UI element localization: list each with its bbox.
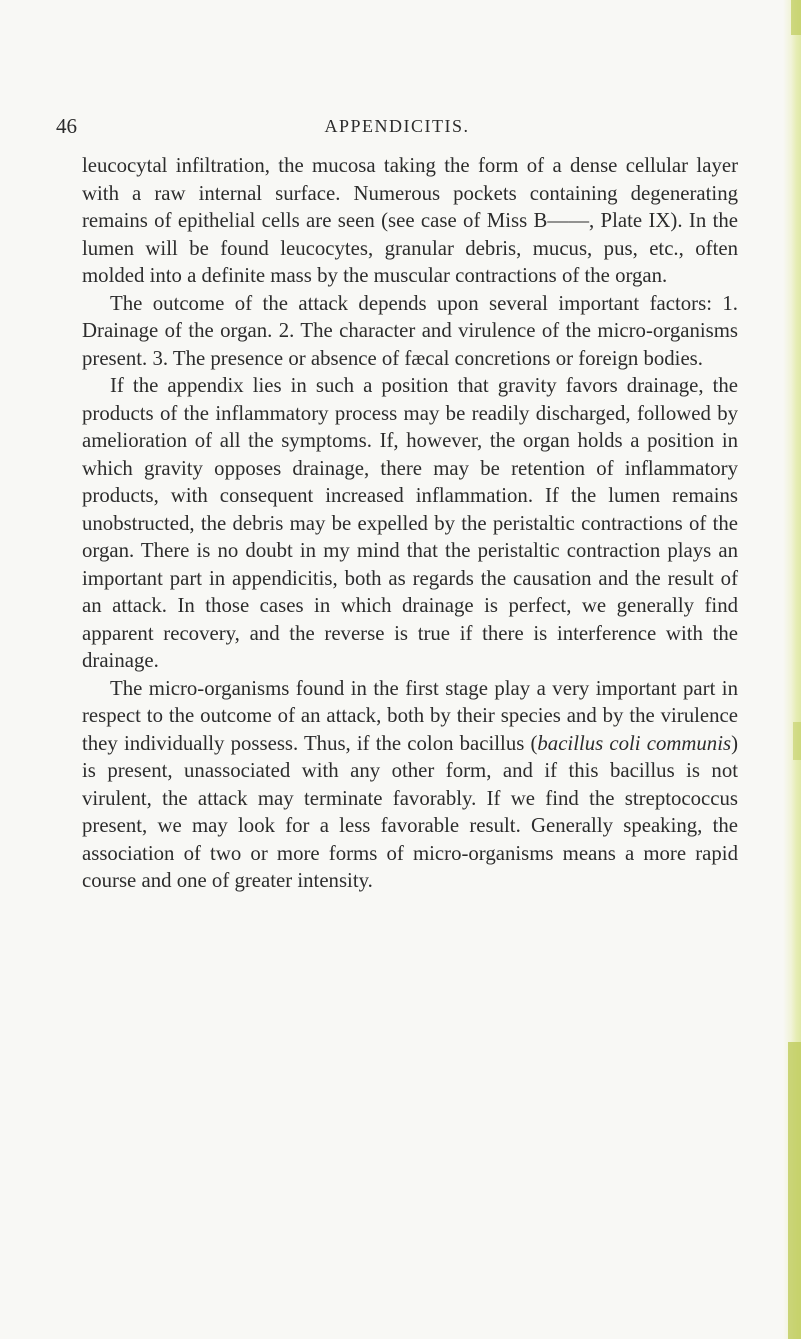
paragraph-1: leucocytal infiltration, the mucosa taking the form of a dense cellular layer with a raw internal surface. Numerous pockets containing degenerating remains of epithelial cells are seen (see case of Miss B——, Plate IX). In the lumen will be found leucocytes, granular debris, mucus, pus, etc., often molded into a definite mass by the muscular contractions of the organ. (82, 154, 738, 287)
paragraph-3: If the appendix lies in such a position that gravity favors drainage, the products of the inflammatory process may be readily discharged, followed by amelioration of all the symptoms. If, however, the organ holds a position in which gravity opposes drainage, there may be retention of inflammatory products, with consequent increased inflammation. If the lumen remains unobstructed, the debris may be expelled by the peristaltic contractions of the organ. There is no doubt in my mind that the peristaltic contraction plays an important part in appendicitis, both as regards the causation and the result of an attack. In those cases in which drainage is perfect, we generally find apparent recovery, and the reverse is true if there is interference with the drainage. (82, 374, 738, 672)
paragraph-4-text-after: ) is present, unassociated with any other form, and if this bacillus is not virulent, the attack may terminate favorably. If we find the streptococcus present, we may look for a less favorable result. Generally speaking, the association of two or more forms of micro-organisms means a more rapid course and one of greater intensity. (82, 731, 739, 892)
page-header (56, 114, 738, 138)
page-edge-mark (793, 722, 801, 760)
page-number: 46 (56, 114, 77, 138)
running-title: APPENDICITIS. (324, 116, 470, 136)
paragraph-4-text-before: The micro-organisms found in the first stage play a very important part in respect to the outcome of an attack, both by their species and by the virulence they individually possess. Thus, if the colon bacillus ( (82, 676, 738, 755)
body-text (82, 152, 738, 895)
page-edge-mark (788, 1042, 801, 1339)
page-edge-mark (791, 0, 801, 35)
species-name-italic: bacillus coli communis (537, 731, 732, 755)
paragraph-4 (82, 675, 738, 895)
paragraph-2: The outcome of the attack depends upon several important factors: 1. Drainage of the organ. 2. The character and virulence of the micro-organisms present. 3. The presence or absence of fæcal concretions or foreign bodies. (82, 291, 738, 370)
